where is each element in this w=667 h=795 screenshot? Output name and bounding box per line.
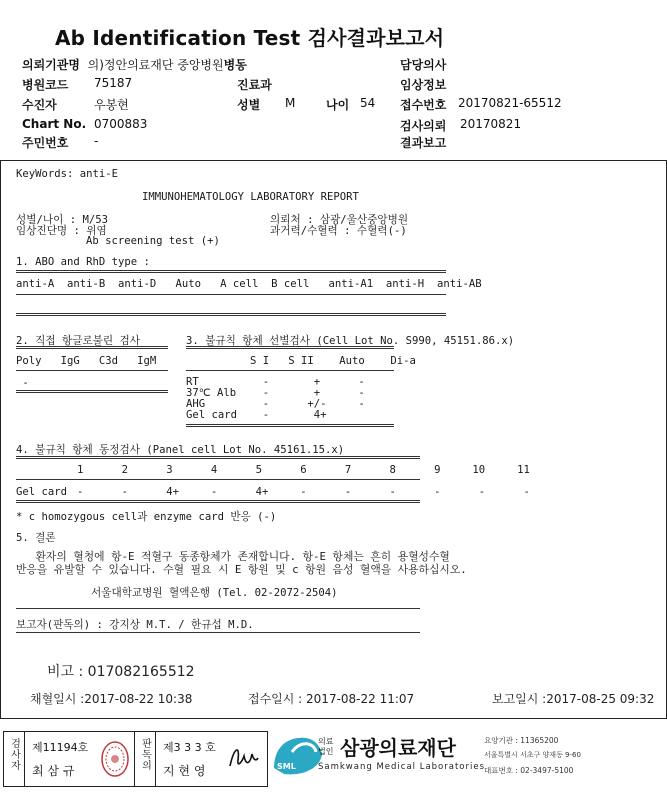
conclusion-line-1: 환자의 혈청에 항-E 적혈구 동종항체가 존재합니다. 항-E 항체는 흔히 용혈성수혈	[16, 550, 450, 563]
screening-row-label: AHG	[186, 398, 206, 410]
screening-result: Ab screening test (+)	[86, 235, 220, 247]
screening-row-values: - +/- -	[250, 398, 365, 410]
tester-label	[8, 738, 20, 774]
divider	[16, 479, 420, 480]
dat-values: -	[16, 377, 29, 389]
divider	[16, 346, 168, 349]
remarks: 비고 : 017082165512	[47, 664, 195, 680]
reporter: 보고자(판독의) : 강지상 M.T. / 한규섭 M.D.	[16, 619, 254, 631]
receipt-label: 접수번호	[400, 98, 447, 112]
divider	[16, 294, 446, 295]
screening-row-values: - + -	[250, 387, 365, 399]
divider	[16, 456, 420, 459]
attending-label: 담당의사	[400, 58, 447, 72]
divider	[155, 731, 156, 787]
screening-row-label: RT	[186, 376, 199, 388]
age-value: 54	[360, 96, 376, 110]
facility-code: 요양기관 : 11365200	[484, 736, 559, 745]
ward-label: 병동	[223, 58, 247, 72]
chart-no-value: 0700883	[94, 117, 148, 131]
transfusion-history: 과거력/수혈력 : 수혈력(-)	[270, 225, 407, 237]
reviewer-label-text: 판독의	[139, 738, 151, 771]
rrn-label: 주민번호	[22, 136, 69, 150]
divider	[16, 500, 420, 503]
reviewer-name: 지 현 영	[163, 764, 206, 778]
section-4-title: 4. 불규칙 항체 동정검사 (Panel cell Lot No. 45161.15.x)	[16, 444, 345, 456]
handwritten-signature-icon	[224, 740, 260, 776]
screening-row-values: - + -	[250, 376, 365, 388]
institution-label: 의뢰기관명	[22, 58, 80, 72]
company-english-name: Samkwang Medical Laboratories	[318, 762, 486, 772]
divider	[16, 608, 420, 609]
sex-value: M	[285, 96, 296, 110]
sml-badge-text: SML	[277, 762, 296, 771]
divider	[24, 731, 25, 787]
report-bottom-border	[0, 718, 667, 719]
section-5-title: 5. 결론	[16, 532, 56, 544]
conclusion-line-2: 반응을 유발할 수 있습니다. 수혈 필요 시 E 항원 및 c 항원 음성 혈액을 사용하십시오.	[16, 563, 467, 576]
divider	[186, 424, 394, 427]
panel-columns: 1 2 3 4 5 6 7 8 9 10 11	[77, 464, 530, 476]
divider	[186, 346, 394, 349]
collection-datetime: 채혈일시 :2017-08-22 10:38	[30, 692, 193, 706]
clinical-info-label: 임상정보	[400, 78, 447, 92]
report-top-border	[0, 160, 667, 161]
section-1-title: 1. ABO and RhD type :	[16, 256, 150, 268]
red-seal-icon	[100, 740, 130, 778]
age-label: 나이	[326, 98, 350, 112]
department-label: 진료과	[237, 78, 272, 92]
company-phone: 대표번호 : 02-3497-5100	[484, 766, 574, 775]
requester: 의뢰처 : 삼광/울산중앙병원	[270, 214, 409, 226]
company-address: 서울특별시 서초구 양재동 9-60	[484, 751, 581, 759]
report-left-border	[0, 160, 1, 718]
reviewer-label	[139, 738, 151, 774]
receipt-datetime: 접수일시 : 2017-08-22 11:07	[248, 692, 415, 706]
screening-row-label: Gel card	[186, 409, 238, 421]
request-label: 검사의뢰	[400, 119, 447, 133]
divider	[186, 370, 394, 371]
patient-value: 우봉현	[94, 98, 129, 112]
report-title: Ab Identification Test 검사결과보고서	[55, 26, 445, 50]
divider	[16, 632, 420, 633]
sex-age: 성별/나이 : M/53	[16, 214, 108, 226]
request-value: 20170821	[460, 117, 522, 131]
screening-columns: S I S II Auto Di-a	[250, 355, 416, 367]
screening-row-values: - 4+	[250, 409, 327, 421]
hospital-code-value: 75187	[94, 76, 133, 90]
hospital-code-label: 병원코드	[22, 78, 69, 92]
institution-value: 의)정안의료재단 중앙병원	[87, 58, 224, 72]
tester-label-text: 검사자	[8, 738, 20, 771]
dat-columns: Poly IgG C3d IgM	[16, 355, 157, 367]
blood-bank-info: 서울대학교병원 혈액은행 (Tel. 02-2072-2504)	[91, 587, 338, 599]
corp-label-1: 의료	[318, 737, 334, 746]
sex-label: 성별	[237, 98, 261, 112]
panel-note: * c homozygous cell과 enzyme card 반응 (-)	[16, 511, 277, 523]
panel-row-values: - - 4+ - 4+ - - - - - -	[77, 486, 530, 498]
institution-row	[22, 56, 247, 73]
company-name: 삼광의료재단	[340, 736, 456, 760]
divider	[16, 390, 168, 393]
keywords: KeyWords: anti-E	[16, 168, 119, 180]
diagnosis: 임상진단명 : 위염	[16, 225, 107, 237]
tester-name: 최 삼 규	[32, 764, 75, 778]
rrn-value: -	[94, 134, 99, 148]
chart-no-label: Chart No.	[22, 117, 87, 131]
section-2-title: 2. 직접 항글로불린 검사	[16, 335, 140, 347]
receipt-value: 20170821-65512	[458, 96, 562, 110]
divider	[16, 313, 446, 316]
tester-license: 제11194호	[32, 741, 89, 754]
corp-label-2: 법인	[318, 747, 334, 756]
screening-row-label: 37℃ Alb	[186, 387, 237, 399]
patient-label: 수진자	[22, 98, 57, 112]
divider	[16, 270, 446, 273]
panel-row-label: Gel card	[16, 486, 68, 498]
result-report-label: 결과보고	[400, 136, 447, 150]
abo-columns: anti-A anti-B anti-D Auto A cell B cell anti-A1 anti-H anti-AB	[16, 278, 482, 290]
divider	[134, 731, 135, 787]
report-datetime: 보고일시 :2017-08-25 09:32	[492, 692, 655, 706]
divider	[16, 370, 168, 371]
section-3-title: 3. 불규칙 항체 선별검사 (Cell Lot No. S990, 45151.86.x)	[186, 335, 515, 347]
reviewer-license: 제3 3 3 호	[163, 741, 216, 754]
lab-report-title: IMMUNOHEMATOLOGY LABORATORY REPORT	[142, 191, 359, 203]
